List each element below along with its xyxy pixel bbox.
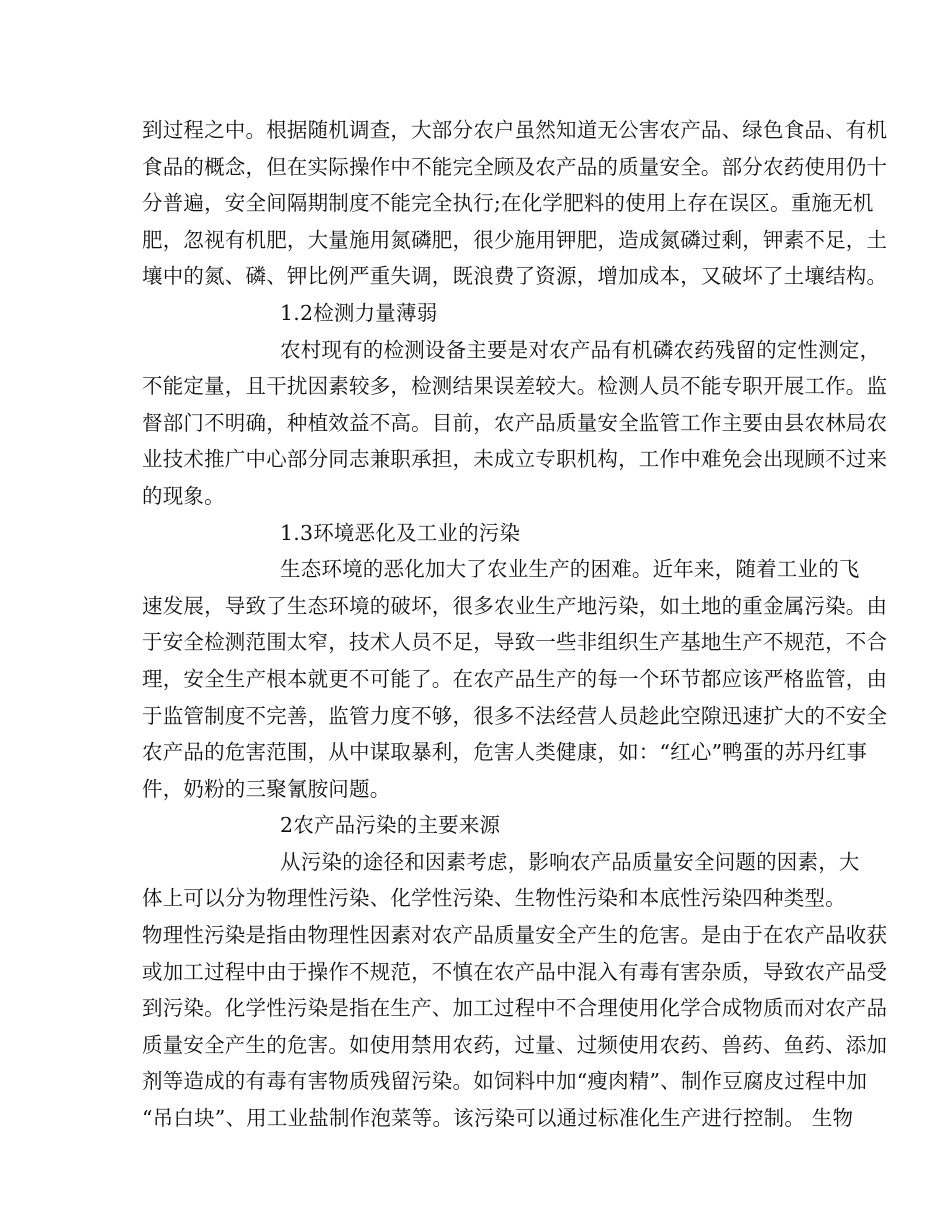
body-text-line: 剂等造成的有毒有害物质残留污染。如饲料中加“瘦肉精”、制作豆腐皮过程中加 xyxy=(142,1069,868,1094)
body-text-line: 分普遍，安全间隔期制度不能完全执行;在化学肥料的使用上存在误区。重施无机 xyxy=(142,191,874,216)
body-text-line: 肥，忽视有机肥，大量施用氮磷肥，很少施用钾肥，造成氮磷过剩，钾素不足，土 xyxy=(142,227,888,252)
body-text-line: 业技术推广中心部分同志兼职承担，未成立专职机构，工作中难免会出现顾不过来 xyxy=(142,447,888,472)
body-text-line: 到污染。化学性污染是指在生产、加工过程中不合理使用化学合成物质而对农产品 xyxy=(142,996,888,1021)
section-heading: 1.2检测力量薄弱 xyxy=(280,300,438,325)
section-heading: 1.3环境恶化及工业的污染 xyxy=(280,520,521,545)
body-text-line: 物理性污染是指由物理性因素对农产品质量安全产生的危害。是由于在农产品收获 xyxy=(142,923,888,948)
paragraph-first-line: 从污染的途径和因素考虑，影响农产品质量安全问题的因素，大 xyxy=(280,849,860,874)
body-text-line: 质量安全产生的危害。如使用禁用农药，过量、过频使用农药、兽药、鱼药、添加 xyxy=(142,1032,888,1057)
paragraph-first-line: 农村现有的检测设备主要是对农产品有机磷农药残留的定性测定， xyxy=(280,337,881,362)
body-text-line: 到过程之中。根据随机调查，大部分农户虽然知道无公害农产品、绿色食品、有机 xyxy=(142,118,888,142)
document-body xyxy=(142,112,888,1137)
body-text-line: 于安全检测范围太窄，技术人员不足，导致一些非组织生产基地生产不规范，不合 xyxy=(142,630,888,655)
body-text-line: 壤中的氮、磷、钾比例严重失调，既浪费了资源，增加成本，又破坏了土壤结构。 xyxy=(142,264,888,289)
body-text-line: “吊白块”、用工业盐制作泡菜等。该污染可以通过标准化生产进行控制。 生物 xyxy=(142,1106,854,1131)
section-heading: 2农产品污染的主要来源 xyxy=(280,813,501,838)
body-text-line: 速发展，导致了生态环境的破坏，很多农业生产地污染，如土地的重金属污染。由 xyxy=(142,593,888,618)
body-text-line: 督部门不明确，种植效益不高。目前，农产品质量安全监管工作主要由县农林局农 xyxy=(142,410,888,435)
paragraph-first-line: 生态环境的恶化加大了农业生产的困难。近年来，随着工业的飞 xyxy=(280,557,860,582)
body-text-line: 件，奶粉的三聚氰胺问题。 xyxy=(142,776,391,801)
body-text-line: 不能定量，且干扰因素较多，检测结果误差较大。检测人员不能专职开展工作。监 xyxy=(142,374,888,399)
body-text-line: 或加工过程中由于操作不规范，不慎在农产品中混入有毒有害杂质，导致农产品受 xyxy=(142,959,888,984)
body-text-line: 体上可以分为物理性污染、化学性污染、生物性污染和本底性污染四种类型。 xyxy=(142,886,846,911)
body-text-line: 农产品的危害范围，从中谋取暴利，危害人类健康，如：“红心”鸭蛋的苏丹红事 xyxy=(142,740,868,765)
body-text-line: 理，安全生产根本就更不可能了。在农产品生产的每一个环节都应该严格监管，由 xyxy=(142,666,888,691)
body-text-line: 食品的概念，但在实际操作中不能完全顾及农产品的质量安全。部分农药使用仍十 xyxy=(142,154,888,179)
body-text-line: 的现象。 xyxy=(142,483,225,508)
body-text-line: 于监管制度不完善，监管力度不够，很多不法经营人员趁此空隙迅速扩大的不安全 xyxy=(142,703,888,728)
